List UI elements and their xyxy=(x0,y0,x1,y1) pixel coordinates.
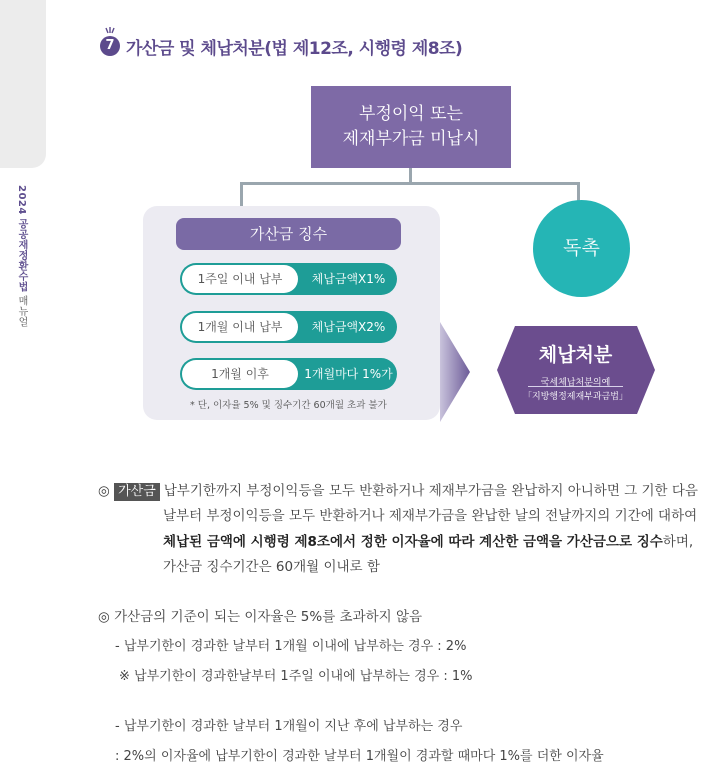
bullet-marker: ◎ xyxy=(98,609,110,625)
section-title: 가산금 및 체납처분(법 제12조, 시행령 제8조) xyxy=(126,39,463,59)
rate-row xyxy=(180,311,397,343)
side-tab xyxy=(0,0,46,168)
limit-note: * 단, 이자율 5% 및 징수기간 60개월 초과 불가 xyxy=(190,400,387,411)
surcharge-collect-label: 가산금 징수 xyxy=(176,218,401,250)
paragraph-1-line1: 납부기한까지 부정이익등을 모두 반환하거나 제재부가금을 완납하지 아니하면 그 기한 다음 xyxy=(163,483,698,499)
trigger-box xyxy=(311,86,511,168)
rate-row xyxy=(180,358,397,390)
paragraph-1-lead xyxy=(98,479,698,501)
rate-item-2: - 납부기한이 경과한 날부터 1개월이 지난 후에 납부하는 경우 xyxy=(115,719,463,734)
rate-value: 체납금액X2% xyxy=(311,320,386,334)
sparkle-icon xyxy=(104,27,116,35)
sidebar-year: 2024 xyxy=(16,185,27,215)
rate-value: 1개월마다 1%가 xyxy=(304,367,393,381)
paragraph-2-text: 가산금의 기준이 되는 이자율은 5%를 초과하지 않음 xyxy=(114,609,423,625)
paragraph-1-bold: 체납된 금액에 시행령 제8조에서 정한 이자율에 따라 계산한 금액을 가산금으로 징수 xyxy=(163,534,663,550)
arrow-right-icon xyxy=(440,322,470,422)
section-number-badge: 7 xyxy=(100,36,120,56)
reminder-circle: 독촉 xyxy=(533,200,630,297)
sidebar-title-rest: 매뉴얼 xyxy=(16,292,27,328)
rate-period: 1개월 이후 xyxy=(182,360,298,388)
rate-item-1-note: ※ 납부기한이 경과한날부터 1주일 이내에 납부하는 경우 : 1% xyxy=(119,669,473,684)
trigger-line1: 부정이익 또는 xyxy=(359,104,463,124)
disposition-title: 체납처분 xyxy=(538,344,613,366)
sidebar-running-title xyxy=(14,185,29,327)
paragraph-1-line3-rest: 하며, xyxy=(662,534,694,550)
trigger-line2: 제재부가금 미납시 xyxy=(342,129,480,149)
rate-item-2-cont: : 2%의 이자율에 납부기한이 경과한 날부터 1개월이 경과할 때마다 1%를 더한 이자율 xyxy=(115,749,604,764)
rate-item-1: - 납부기한이 경과한 날부터 1개월 이내에 납부하는 경우 : 2% xyxy=(115,639,467,654)
connector-left-drop xyxy=(240,182,243,208)
rate-value: 체납금액X1% xyxy=(311,272,386,286)
rate-row xyxy=(180,263,397,295)
rate-period: 1개월 이내 납부 xyxy=(182,313,298,341)
paragraph-2-lead xyxy=(98,605,422,625)
connector-right-drop xyxy=(577,182,580,202)
paragraph-1-line2: 날부터 부정이익등을 모두 반환하거나 제재부가금을 완납한 날의 전날까지의 기간에 대하여 xyxy=(163,508,698,524)
paragraph-1-line4: 가산금 징수기간은 60개월 이내로 함 xyxy=(163,559,380,575)
bullet-marker: ◎ xyxy=(98,483,110,499)
disposition-sub1: 국세체납처분의예 xyxy=(540,378,611,388)
sidebar-title-bold: 공공재정환수법 xyxy=(16,218,27,293)
paragraph-1-line3 xyxy=(163,530,693,550)
disposition-sub2: 「지방행정제재부과금법」 xyxy=(523,392,628,402)
connector-horizontal xyxy=(240,182,580,185)
rate-period: 1주일 이내 납부 xyxy=(182,265,298,293)
surcharge-tag: 가산금 xyxy=(114,483,160,501)
